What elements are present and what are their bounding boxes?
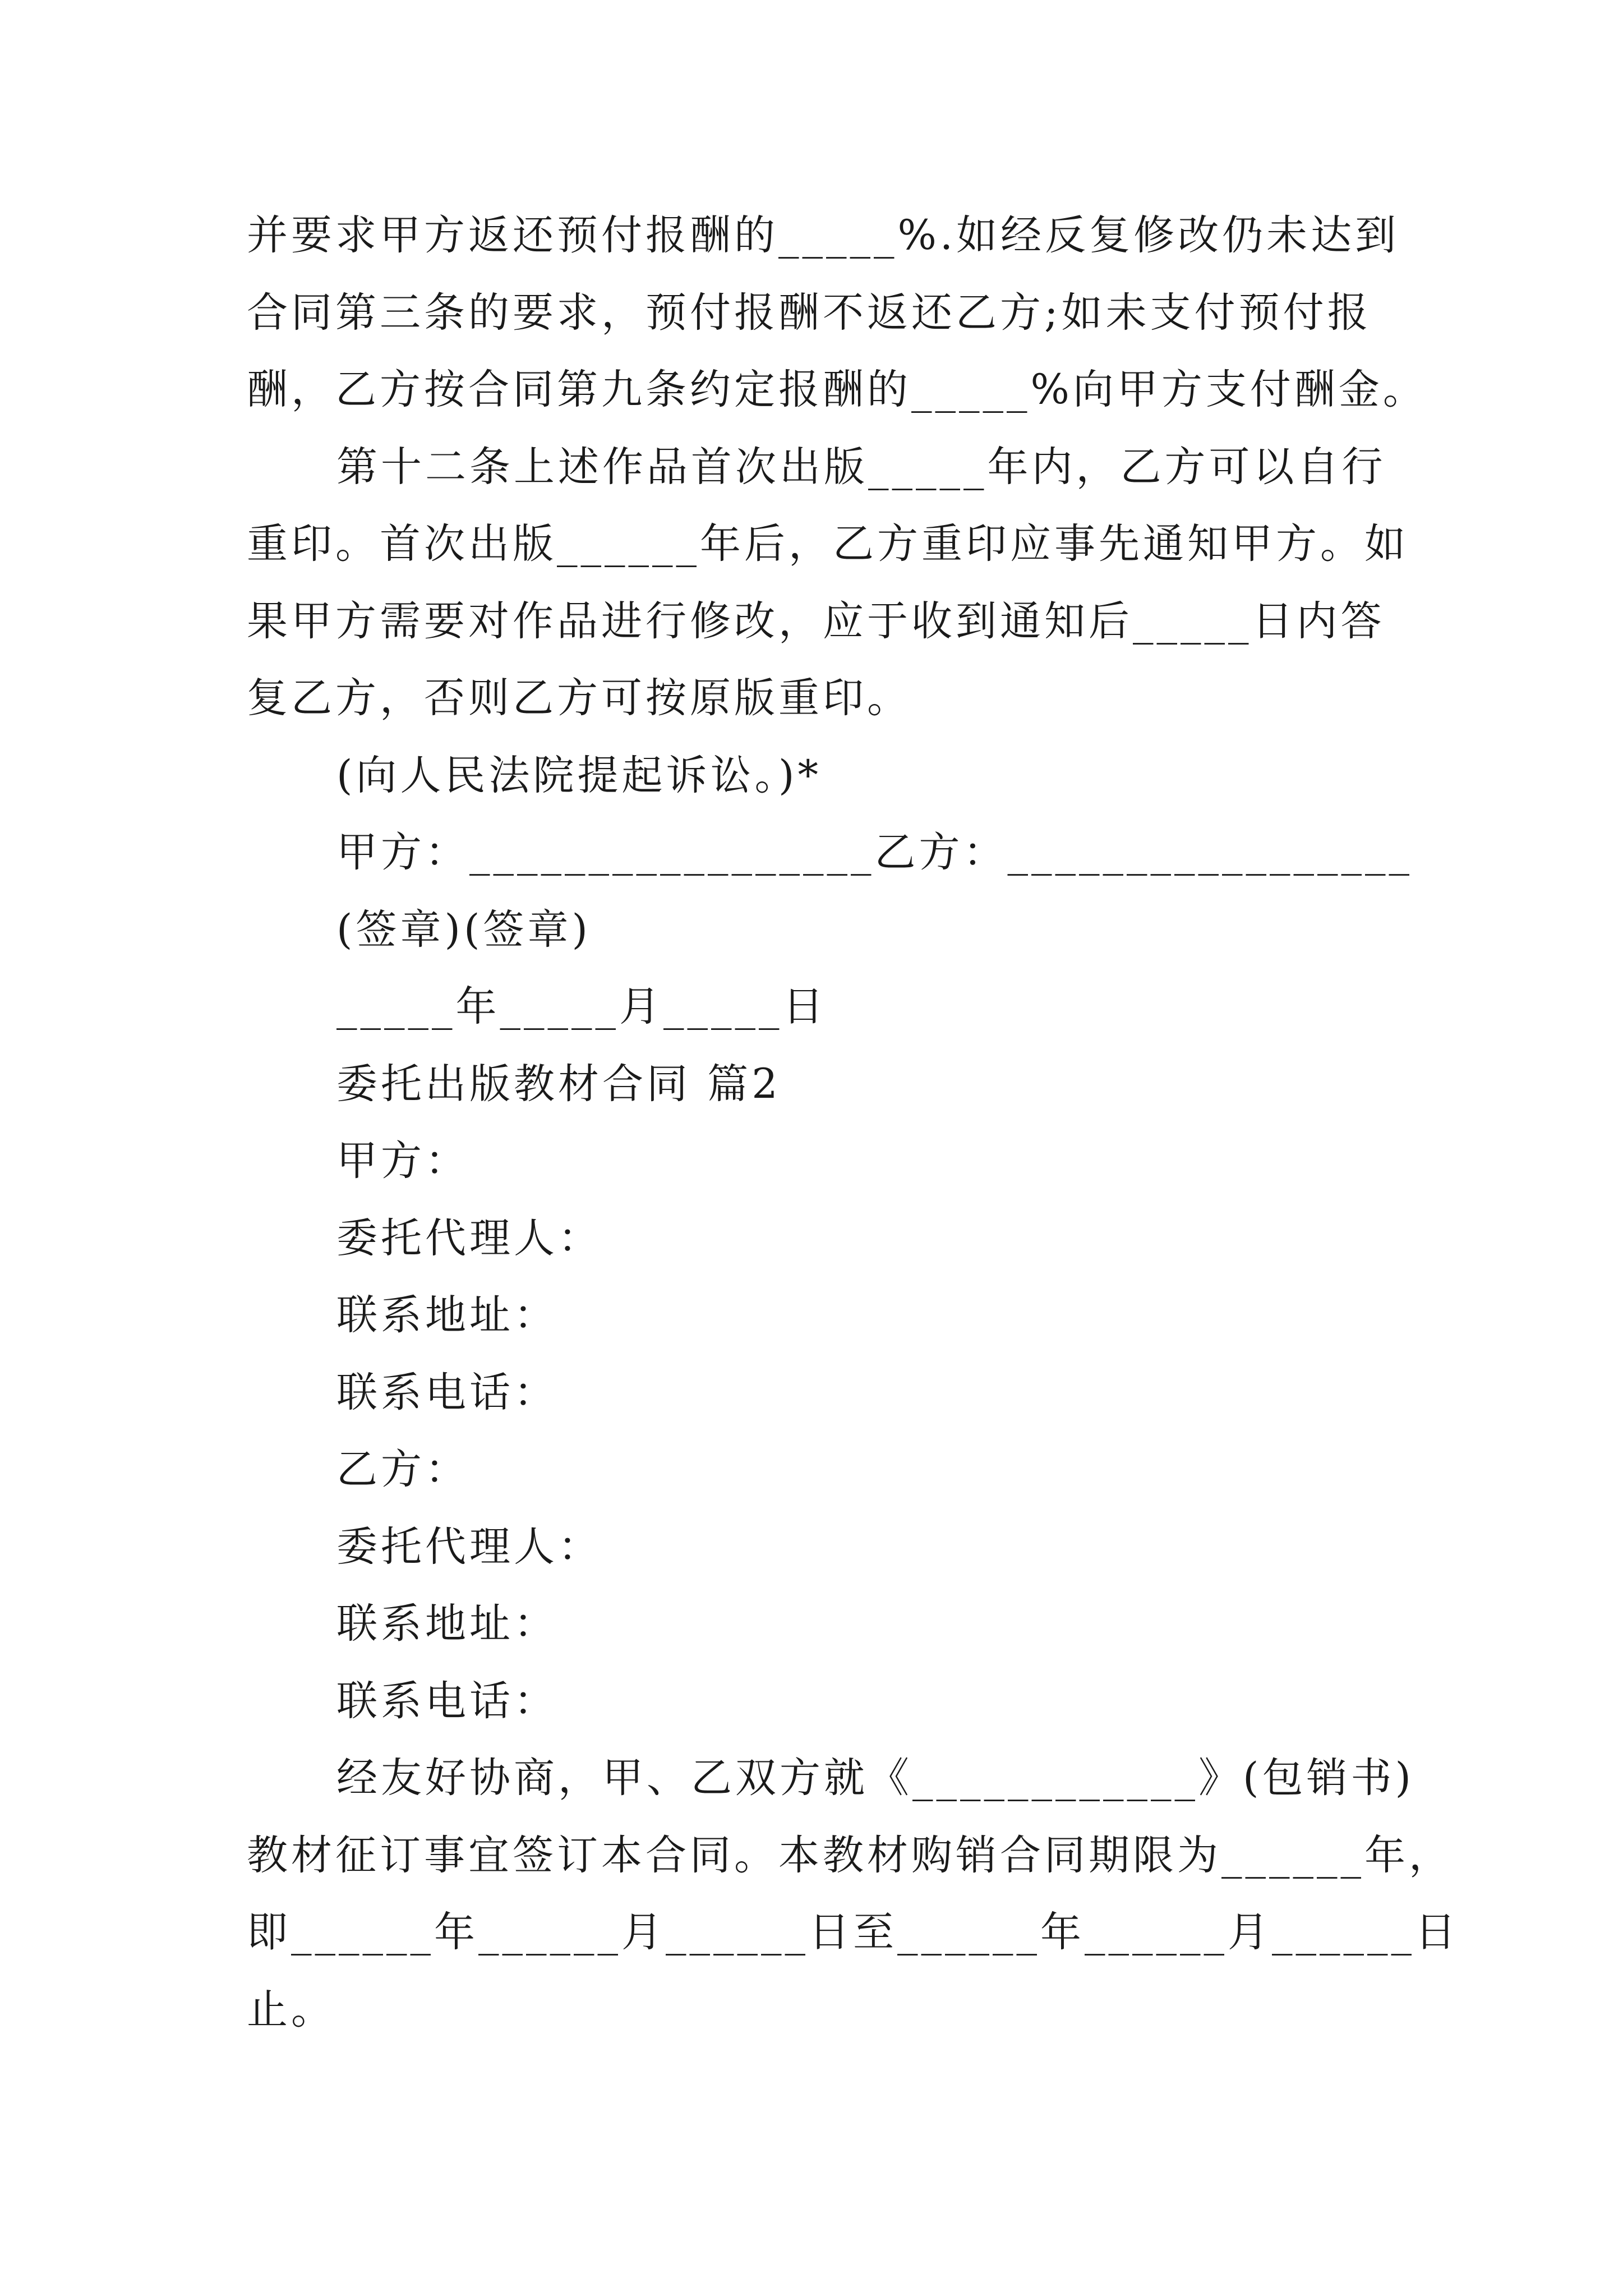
signature-line: 甲方：_________________乙方：_________________ — [336, 829, 1413, 876]
body-text-line: 教材征订事宜签订本合同。本教材购销合同期限为______年， — [247, 1832, 1453, 1879]
section-heading: 委托出版教材合同 篇2 — [336, 1060, 781, 1108]
body-text-line: 果甲方需要对作品进行修改，应于收到通知后_____日内答 — [247, 597, 1385, 645]
body-text-line: 即______年______月______日至______年______月______日 — [247, 1908, 1459, 1956]
body-text-line: 重印。首次出版______年后，乙方重印应事先通知甲方。如 — [247, 520, 1409, 568]
body-text-line: 复乙方，否则乙方可按原版重印。 — [247, 674, 911, 722]
address-label: 联系地址： — [336, 1600, 558, 1648]
phone-label: 联系电话： — [336, 1369, 558, 1416]
body-text-line: 第十二条上述作品首次出版_____年内，乙方可以自行 — [336, 443, 1386, 491]
party-a-label: 甲方： — [336, 1137, 469, 1185]
party-b-label: 乙方： — [336, 1446, 469, 1493]
body-text-line: 经友好协商，甲、乙双方就《____________》(包销书) — [336, 1754, 1414, 1802]
address-label: 联系地址： — [336, 1291, 558, 1339]
body-text-line: 止。 — [247, 1986, 335, 2033]
body-text-line: 合同第三条的要求，预付报酬不返还乙方;如未支付预付报 — [247, 289, 1372, 337]
seal-label: (签章)(签章) — [336, 906, 591, 954]
body-text-line: 并要求甲方返还预付报酬的_____%.如经反复修改仍未达到 — [247, 211, 1400, 259]
phone-label: 联系电话： — [336, 1677, 558, 1725]
date-line: _____年_____月_____日 — [336, 983, 827, 1030]
body-text-line: (向人民法院提起诉讼。)* — [336, 752, 822, 799]
agent-label: 委托代理人： — [336, 1214, 602, 1262]
agent-label: 委托代理人： — [336, 1523, 602, 1571]
body-text-line: 酬，乙方按合同第九条约定报酬的_____%向甲方支付酬金。 — [247, 366, 1427, 413]
